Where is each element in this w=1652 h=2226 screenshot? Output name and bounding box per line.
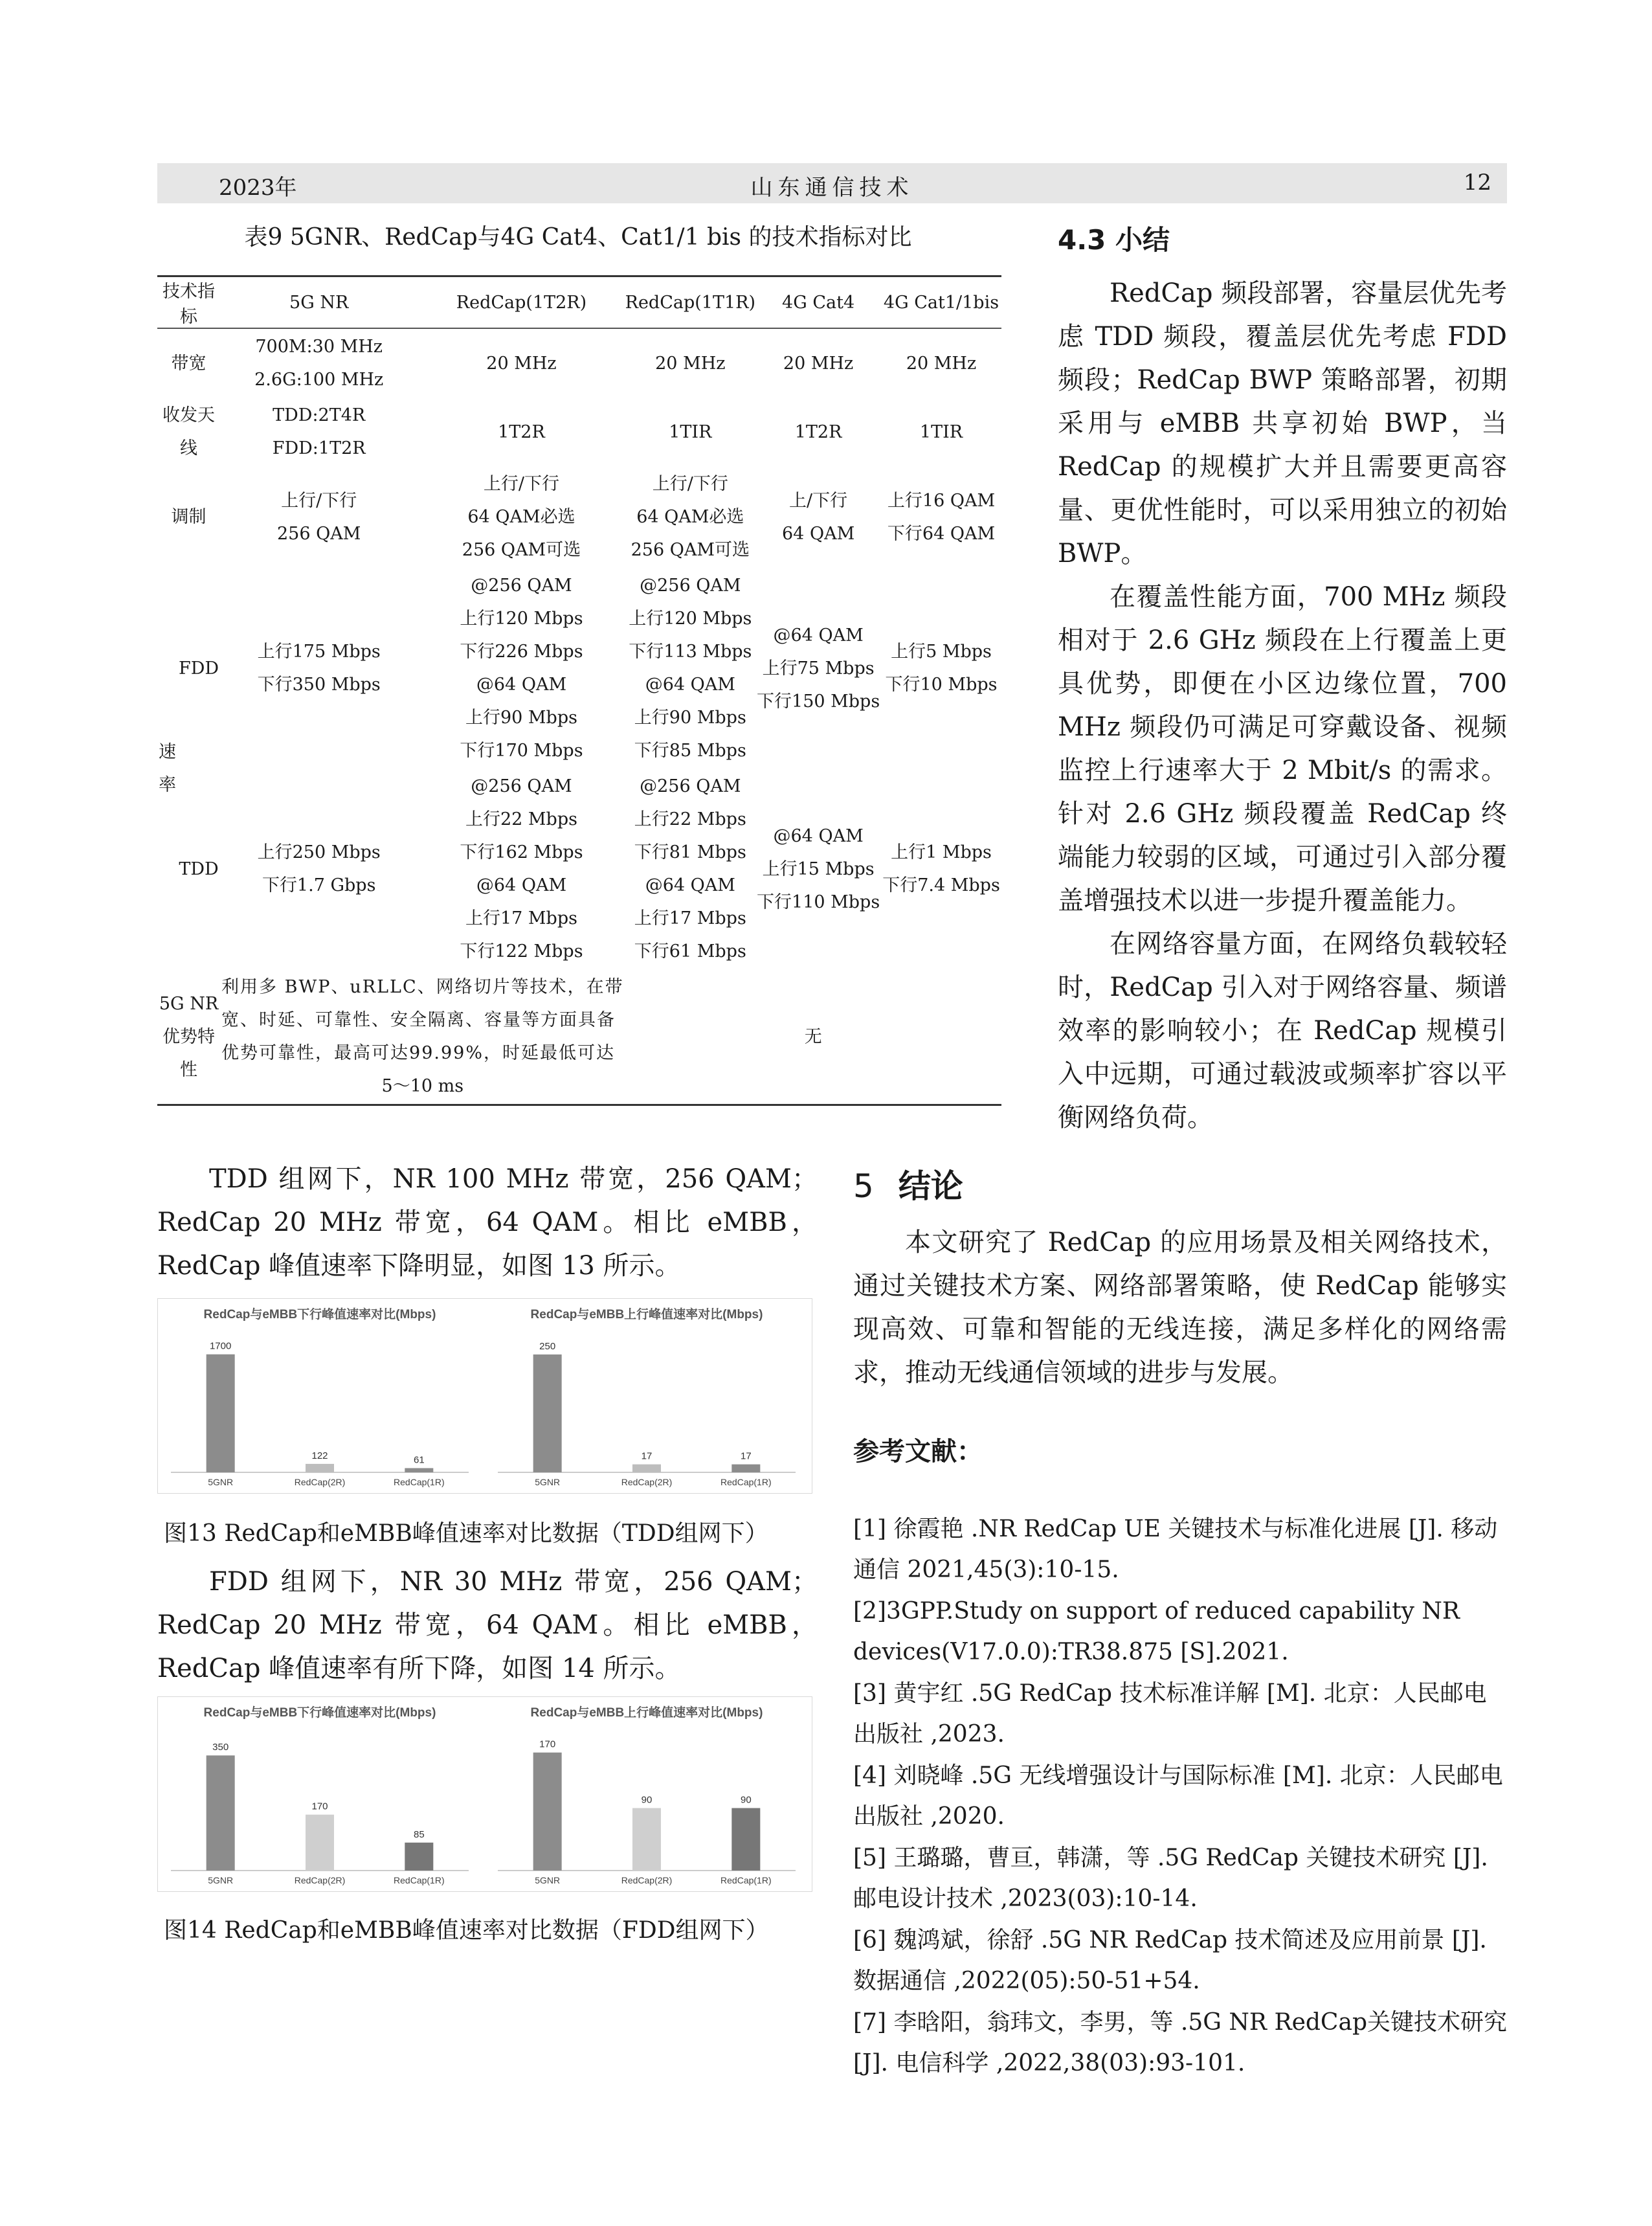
paragraph: TDD 组网下，NR 100 MHz 带宽，256 QAM；RedCap 20 MHz 带宽，64 QAM。相比 eMBB，RedCap 峰值速率下降明显，如图 13 所示。 bbox=[157, 1164, 818, 1281]
section-5-title bbox=[853, 1160, 963, 1207]
row-sublabel-tdd: TDD bbox=[179, 859, 219, 879]
cell-line: FDD:1T2R bbox=[272, 438, 366, 458]
section-4-3-title: 4.3 小结 bbox=[1058, 224, 1170, 256]
cell-advantage-others: 无 bbox=[625, 969, 1001, 1105]
cell-fdd-r2 bbox=[418, 568, 625, 769]
chart-tick-label: 5GNR bbox=[535, 1875, 561, 1885]
header-journal-name: 山东通信技术 bbox=[750, 175, 914, 201]
cell-line: 上行17 Mbps bbox=[634, 908, 746, 928]
cell-line: @256 QAM bbox=[471, 576, 572, 596]
chart-title: RedCap与eMBB下行峰值速率对比(Mbps) bbox=[203, 1706, 436, 1720]
row-label-antenna: 收发天线 bbox=[162, 405, 216, 458]
reference-item: [7] 李晗阳，翁玮文，李男，等 .5G NR RedCap关键技术研究 [J]. 电信科学 ,2022,38(03):93-101. bbox=[853, 2009, 1507, 2076]
cell-fdd-r1 bbox=[625, 568, 755, 769]
chart-title: RedCap与eMBB上行峰值速率对比(Mbps) bbox=[530, 1706, 763, 1720]
chart-data-label: 170 bbox=[539, 1738, 556, 1750]
cell-line: @64 QAM bbox=[476, 875, 567, 895]
table-header-row bbox=[157, 276, 1001, 329]
cell-line: 64 QAM bbox=[782, 523, 855, 544]
chart-bar bbox=[405, 1468, 433, 1472]
figure-14-chart bbox=[157, 1696, 812, 1892]
paragraph: 在覆盖性能方面，700 MHz 频段相对于 2.6 GHz 频段在上行覆盖上更具优势，即便在小区边缘位置，700 MHz 频段仍可满足可穿戴设备、视频监控上行速率大于 2 Mbit/s 的需求。针对 2.6 GHz 频段覆盖 RedCap 终端能力较弱的区域，可通过引入部分覆盖增强技术以进一步提升覆盖能力。 bbox=[1058, 582, 1507, 916]
chart-data-label: 85 bbox=[413, 1828, 425, 1840]
cell-antenna-cat1: 1TIR bbox=[919, 422, 963, 442]
row-sublabel-fdd: FDD bbox=[179, 658, 219, 679]
chart-data-label: 90 bbox=[740, 1794, 752, 1806]
cell-line: 上行/下行 bbox=[483, 474, 560, 494]
chart-bar bbox=[206, 1755, 235, 1871]
cell-antenna-nr bbox=[220, 398, 418, 466]
cell-tdd-nr bbox=[220, 769, 418, 969]
reference-item: [2]3GPP.Study on support of reduced capability NR devices(V17.0.0):TR38.875 [S].2021. bbox=[853, 1598, 1460, 1665]
reference-item: [1] 徐霞艳 .NR RedCap UE 关键技术与标准化进展 [J]. 移动通信 2021,45(3):10-15. bbox=[853, 1516, 1498, 1583]
cell-fdd-cat1 bbox=[881, 568, 1001, 769]
cell-antenna-r1: 1TIR bbox=[669, 422, 712, 442]
cell-line: 下行162 Mbps bbox=[460, 842, 583, 862]
chart-fig14-uplink bbox=[485, 1697, 809, 1891]
cell-line: 下行226 Mbps bbox=[460, 642, 583, 662]
cell-line: 上行17 Mbps bbox=[465, 908, 577, 928]
table-caption: 表9 5GNR、RedCap与4G Cat4、Cat1/1 bis 的技术指标对比 bbox=[244, 224, 912, 251]
cell-modulation-cat1 bbox=[881, 466, 1001, 568]
chart-bar bbox=[533, 1753, 562, 1871]
cell-fdd-cat4 bbox=[755, 568, 881, 769]
table-row-bandwidth bbox=[157, 328, 1001, 398]
cell-tdd-cat4 bbox=[755, 769, 881, 969]
chart-bar bbox=[533, 1355, 562, 1472]
cell-antenna-r2: 1T2R bbox=[498, 422, 545, 442]
chart-bar bbox=[632, 1808, 661, 1871]
cell-line: 256 QAM bbox=[276, 523, 361, 544]
chart-fig14-downlink bbox=[158, 1697, 482, 1891]
paragraph: RedCap 频段部署，容量层优先考虑 TDD 频段，覆盖层优先考虑 FDD 频段；RedCap BWP 策略部署，初期采用与 eMBB 共享初始 BWP，当 RedCap 的规模扩大并且需要更高容量、更优性能时，可以采用独立的初始 BWP。 bbox=[1058, 278, 1507, 568]
cell-modulation-cat4 bbox=[755, 466, 881, 568]
chart-bar bbox=[206, 1355, 235, 1472]
table-row-rate-tdd bbox=[157, 769, 1001, 969]
chart-data-label: 122 bbox=[311, 1450, 328, 1461]
cell-fdd-nr bbox=[220, 568, 418, 769]
cell-line: @256 QAM bbox=[640, 776, 741, 796]
chart-data-label: 90 bbox=[641, 1794, 653, 1806]
chart-tick-label: RedCap(1R) bbox=[394, 1477, 445, 1487]
cell-line: 宽、时延、可靠性、安全隔离、容量等方面具备 bbox=[221, 1010, 616, 1030]
cell-line: 上行/下行 bbox=[652, 474, 728, 494]
cell-line: 下行110 Mbps bbox=[757, 892, 880, 912]
row-label-bandwidth: 带宽 bbox=[171, 353, 206, 374]
chart-data-label: 17 bbox=[641, 1450, 653, 1462]
chart-data-label: 61 bbox=[413, 1454, 425, 1466]
cell-bandwidth-r1: 20 MHz bbox=[655, 353, 726, 374]
chart-bar bbox=[632, 1465, 661, 1472]
cell-line: @256 QAM bbox=[640, 576, 741, 596]
cell-line: 64 QAM必选 bbox=[467, 507, 575, 527]
references-list bbox=[853, 1509, 1507, 2084]
chart-tick-label: RedCap(2R) bbox=[621, 1875, 673, 1885]
th-redcap-1t1r: RedCap(1T1R) bbox=[625, 276, 755, 329]
reference-item: [4] 刘晓峰 .5G 无线增强设计与国际标准 [M]. 北京：人民邮电出版社 ,2020. bbox=[853, 1762, 1503, 1830]
cell-line: 上行120 Mbps bbox=[629, 609, 752, 629]
cell-line: 上行16 QAM bbox=[887, 490, 996, 511]
header-page-number: 12 bbox=[1463, 170, 1491, 196]
cell-line: 上行175 Mbps bbox=[257, 642, 381, 662]
cell-line: @64 QAM bbox=[773, 826, 864, 846]
cell-line: @64 QAM bbox=[476, 675, 567, 695]
left-paragraph-tdd bbox=[157, 1158, 818, 1288]
cell-line: 上行22 Mbps bbox=[634, 809, 746, 829]
chart-bar bbox=[731, 1808, 760, 1871]
table-row-modulation bbox=[157, 466, 1001, 568]
chart-bar bbox=[306, 1464, 334, 1472]
cell-line: 优势可靠性，最高可达99.99%，时延最低可达 bbox=[221, 1043, 615, 1063]
cell-line: 上行15 Mbps bbox=[762, 859, 875, 879]
table-row-advantage bbox=[157, 969, 1001, 1105]
table-row-antenna bbox=[157, 398, 1001, 466]
reference-item: [6] 魏鸿斌，徐舒 .5G NR RedCap 技术简述及应用前景 [J]. 数据通信 ,2022(05):50-51+54. bbox=[853, 1927, 1487, 1994]
cell-line: 上行75 Mbps bbox=[762, 658, 875, 679]
cell-line: 下行81 Mbps bbox=[634, 842, 746, 862]
chart-tick-label: RedCap(1R) bbox=[394, 1875, 445, 1885]
cell-line: 下行170 Mbps bbox=[460, 741, 583, 761]
cell-advantage-nr bbox=[220, 969, 625, 1105]
th-4g-cat1: 4G Cat1/1bis bbox=[881, 276, 1001, 329]
chart-bar bbox=[731, 1465, 760, 1472]
chart-tick-label: RedCap(2R) bbox=[294, 1477, 346, 1487]
cell-line: 上行1 Mbps bbox=[891, 842, 992, 862]
paragraph: 在网络容量方面，在网络负载较轻时，RedCap 引入对于网络容量、频谱效率的影响较小；在 RedCap 规模引入中远期，可通过载波或频率扩容以平衡网络负荷。 bbox=[1058, 929, 1507, 1132]
chart-data-label: 17 bbox=[740, 1450, 752, 1462]
cell-line: 下行122 Mbps bbox=[460, 941, 583, 961]
reference-item: [3] 黄宇红 .5G RedCap 技术标准详解 [M]. 北京：人民邮电出版社 ,2023. bbox=[853, 1680, 1487, 1748]
chart-tick-label: 5GNR bbox=[208, 1477, 234, 1487]
cell-line: 64 QAM必选 bbox=[636, 507, 744, 527]
cell-line: 下行113 Mbps bbox=[629, 642, 752, 662]
cell-line: 上/下行 bbox=[789, 490, 848, 511]
tech-spec-table bbox=[157, 275, 1001, 1106]
cell-line: 2.6G:100 MHz bbox=[254, 370, 384, 390]
chart-tick-label: RedCap(2R) bbox=[294, 1875, 346, 1885]
cell-tdd-r1 bbox=[625, 769, 755, 969]
paragraph: FDD 组网下，NR 30 MHz 带宽，256 QAM；RedCap 20 MHz 带宽，64 QAM。相比 eMBB，RedCap 峰值速率有所下降，如图 14 所示。 bbox=[157, 1567, 818, 1683]
cell-line: @64 QAM bbox=[773, 625, 864, 646]
cell-modulation-nr bbox=[220, 466, 418, 568]
table-row-rate-fdd bbox=[157, 568, 1001, 769]
reference-item: [5] 王璐璐，曹亘，韩潇，等 .5G RedCap 关键技术研究 [J]. 邮电设计技术 ,2023(03):10-14. bbox=[853, 1845, 1488, 1912]
left-paragraph-fdd bbox=[157, 1560, 818, 1691]
cell-line: 上行/下行 bbox=[281, 490, 357, 511]
cell-line: @64 QAM bbox=[645, 675, 735, 695]
chart-data-label: 250 bbox=[539, 1340, 556, 1352]
th-redcap-1t2r: RedCap(1T2R) bbox=[418, 276, 625, 329]
chart-tick-label: RedCap(2R) bbox=[621, 1477, 673, 1487]
cell-line: 利用多 BWP、uRLLC、网络切片等技术，在带 bbox=[221, 977, 624, 997]
th-4g-cat4: 4G Cat4 bbox=[755, 276, 881, 329]
cell-line: 下行1.7 Gbps bbox=[262, 875, 376, 895]
chart-tick-label: 5GNR bbox=[208, 1875, 234, 1885]
th-metric: 技术指标 bbox=[157, 276, 220, 329]
header-year: 2023年 bbox=[219, 175, 297, 201]
cell-line: 700M:30 MHz bbox=[255, 337, 383, 357]
chart-fig13-uplink bbox=[485, 1299, 809, 1493]
cell-line: @256 QAM bbox=[471, 776, 572, 796]
cell-bandwidth-cat1: 20 MHz bbox=[906, 353, 977, 374]
chart-title: RedCap与eMBB上行峰值速率对比(Mbps) bbox=[530, 1308, 763, 1321]
conclusion-body bbox=[853, 1221, 1507, 1395]
cell-line: 下行10 Mbps bbox=[885, 675, 998, 695]
cell-bandwidth-r2: 20 MHz bbox=[486, 353, 557, 374]
section-4-3-body bbox=[1058, 272, 1507, 1140]
chart-tick-label: 5GNR bbox=[535, 1477, 561, 1487]
chart-data-label: 1700 bbox=[209, 1340, 232, 1352]
figure-13-caption: 图13 RedCap和eMBB峰值速率对比数据（TDD组网下） bbox=[164, 1520, 768, 1547]
cell-line: 上行90 Mbps bbox=[465, 708, 577, 728]
section-5-heading: 结论 bbox=[898, 1167, 963, 1205]
cell-line: 下行61 Mbps bbox=[634, 941, 746, 961]
cell-line: 下行85 Mbps bbox=[634, 741, 746, 761]
cell-line: 上行90 Mbps bbox=[634, 708, 746, 728]
cell-bandwidth-cat4: 20 MHz bbox=[783, 353, 854, 374]
cell-tdd-cat1 bbox=[881, 769, 1001, 969]
chart-tick-label: RedCap(1R) bbox=[720, 1875, 772, 1885]
cell-line: 下行64 QAM bbox=[887, 523, 996, 544]
row-label-modulation: 调制 bbox=[171, 507, 206, 527]
figure-14-caption: 图14 RedCap和eMBB峰值速率对比数据（FDD组网下） bbox=[164, 1917, 769, 1944]
chart-data-label: 350 bbox=[212, 1742, 229, 1753]
figure-13-chart bbox=[157, 1298, 812, 1494]
cell-line: 上行5 Mbps bbox=[891, 642, 992, 662]
cell-antenna-cat4: 1T2R bbox=[794, 422, 842, 442]
chart-fig13-downlink bbox=[158, 1299, 482, 1493]
row-label-rate: 速率 bbox=[159, 742, 176, 795]
chart-bar bbox=[405, 1843, 433, 1871]
paragraph: 本文研究了 RedCap 的应用场景及相关网络技术，通过关键技术方案、网络部署策略，使 RedCap 能够实现高效、可靠和智能的无线连接，满足多样化的网络需求，推动无线通信领域的进步与发展。 bbox=[853, 1228, 1507, 1388]
cell-tdd-r2 bbox=[418, 769, 625, 969]
chart-tick-label: RedCap(1R) bbox=[720, 1477, 772, 1487]
cell-line: 上行250 Mbps bbox=[257, 842, 381, 862]
cell-line: 256 QAM可选 bbox=[462, 540, 581, 560]
th-5gnr: 5G NR bbox=[220, 276, 418, 329]
running-header bbox=[157, 163, 1507, 203]
cell-line: 256 QAM可选 bbox=[631, 540, 750, 560]
cell-line: 下行7.4 Mbps bbox=[882, 875, 1000, 895]
cell-line: 5～10 ms bbox=[381, 1076, 464, 1096]
cell-line: @64 QAM bbox=[645, 875, 735, 895]
chart-title: RedCap与eMBB下行峰值速率对比(Mbps) bbox=[203, 1308, 436, 1321]
chart-bar bbox=[306, 1815, 334, 1871]
cell-line: 上行120 Mbps bbox=[460, 609, 583, 629]
cell-modulation-r1 bbox=[625, 466, 755, 568]
cell-modulation-r2 bbox=[418, 466, 625, 568]
cell-line: 下行150 Mbps bbox=[757, 691, 880, 712]
row-label-advantage: 5G NR优势特性 bbox=[157, 969, 220, 1105]
chart-data-label: 170 bbox=[311, 1801, 328, 1812]
section-5-number: 5 bbox=[853, 1167, 874, 1205]
references-title: 参考文献： bbox=[853, 1437, 983, 1467]
cell-line: 上行22 Mbps bbox=[465, 809, 577, 829]
cell-line: TDD:2T4R bbox=[273, 405, 366, 425]
cell-bandwidth-nr bbox=[220, 328, 418, 398]
cell-line: 下行350 Mbps bbox=[257, 675, 381, 695]
